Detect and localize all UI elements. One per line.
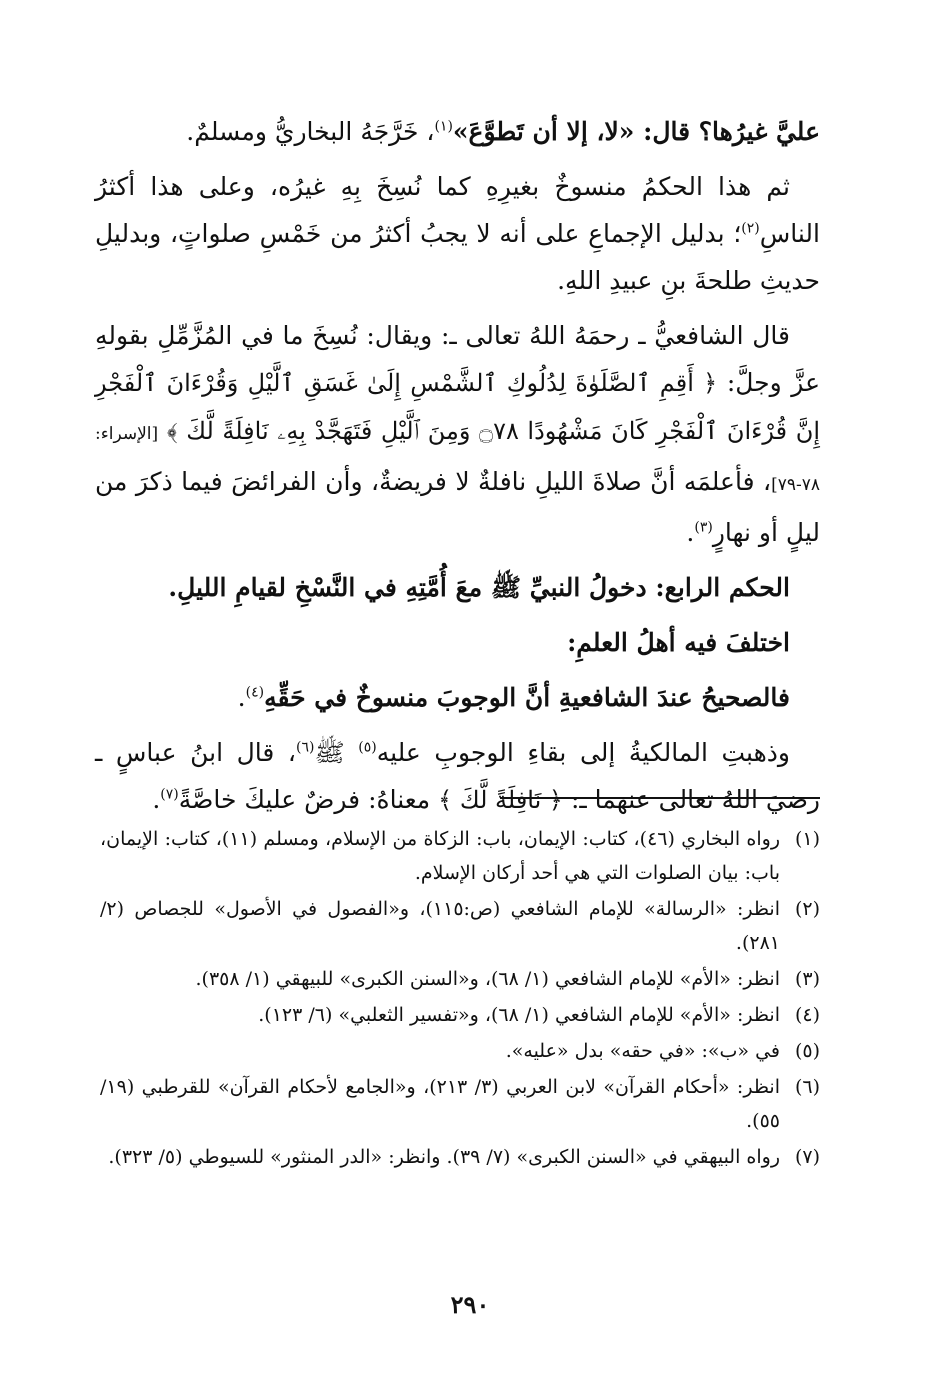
footnote-ref-6: (٦) <box>295 739 315 756</box>
footnote-text: رواه البخاري (٤٦)، كتاب: الإيمان، باب: الزكاة من الإسلام، ومسلم (١١)، كتاب: الإيمان، باب: بيان الصلوات التي هي أحد أركان الإسلام. <box>100 828 780 884</box>
paragraph-3: قال الشافعيُّ ـ رحمَهُ اللهُ تعالى ـ: ويقال: نُسِخَ ما في المُزَّمِّلِ بقولهِ عزَّ وجلَّ: ﴿ أَقِمِ ٱلصَّلَوٰةَ لِدُلُوكِ ٱلشَّمْسِ إِلَىٰ غَسَقِ ٱلَّيْلِ وَقُرْءَانَ ٱلْفَجْرِ إِنَّ قُرْءَانَ ٱلْفَجْرِ كَانَ مَشْهُودًا ۝٧٨ وَمِنَ ٱلَّيْلِ فَتَهَجَّدْ بِهِۦ نَافِلَةً لَّكَ ﴾ [الإسراء: ٧٨-٧٩]، فأعلمَه أنَّ صلاةَ الليلِ نافلةٌ لا فريضةٌ، وأن الفرائضَ فيما ذكرَ من ليلٍ أو نهارٍ$^{(٣)}$. <box>95 321 821 547</box>
paragraph-6: فالصحيحُ عندَ الشافعيةِ أنَّ الوجوبَ منسوخٌ في حَقِّهِ$^{(٤)}$. <box>237 683 790 712</box>
footnote-text: انظر: «الأم» للإمام الشافعي (١/ ٦٨)، و«تفسير الثعلبي» (٦/ ١٢٣). <box>258 1004 780 1026</box>
footnote-item <box>100 822 820 890</box>
footnote-number: (٦) <box>794 1076 820 1098</box>
footnote-item <box>100 1070 820 1138</box>
footnote-text: انظر: «الأم» للإمام الشافعي (١/ ٦٨)، و«السنن الكبرى» للبيهقي (١/ ٣٥٨). <box>195 968 780 990</box>
footnote-ref-7: (٧) <box>160 786 179 803</box>
surah-reference: [الإسراء: ٧٨-٧٩] <box>95 424 820 495</box>
paragraph-2 <box>95 163 820 304</box>
footnote-number: (٣) <box>794 968 820 990</box>
paragraph-7: وذهبتِ المالكيةُ إلى بقاءِ الوجوبِ عليه$^{(٥)}$ ﷺ$^{(٦)}$، قال ابنُ عباسٍ ـ رضيَ اللهُ تعالى عنهما ـ: ﴿ نَافِلَةً لَّكَ ﴾ معناهُ: فرضٌ عليكَ خاصَّةً$^{(٧)}$. <box>95 738 820 814</box>
subheading-dispute: اختلفَ فيه أهلُ العلمِ: <box>567 628 790 657</box>
footnote-ref-3: (٣) <box>694 519 713 536</box>
footnote-text: في «ب»: «في حقه» بدل «عليه». <box>505 1040 780 1062</box>
footnote-item <box>100 1034 820 1068</box>
footnotes <box>100 822 820 1176</box>
footnote-text: انظر: «الرسالة» للإمام الشافعي (ص:١١٥)، و«الفصول في الأصول» للجصاص (٢/ ٢٨١). <box>100 898 780 954</box>
paragraph-3-intro: قال الشافعيُّ ـ رحمَهُ اللهُ تعالى ـ: ويقال: نُسِخَ ما في المُزَّمِّلِ بقولهِ عزَّ وجلَّ: <box>95 321 820 397</box>
main-text <box>95 108 820 832</box>
section-heading: الحكم الرابع: دخولُ النبيِّ ﷺ معَ أُمَّتِهِ في النَّسْخِ لقيامِ الليلِ. <box>168 573 790 602</box>
footnote-number: (٧) <box>794 1146 820 1168</box>
paragraph-7-text: وذهبتِ المالكيةُ إلى بقاءِ الوجوبِ عليه <box>376 738 790 767</box>
salutation: ﷺ <box>314 738 359 767</box>
page-number: ٢٩٠ <box>450 1290 490 1319</box>
paragraph-2-end: ؛ بدليل الإجماعِ على أنه لا يجبُ أكثرُ من خَمْسِ صلواتٍ، وبدليلِ حديثِ طلحةَ بنِ عبيدِ اللهِ. <box>95 219 820 295</box>
paragraph-3-end: ، فأعلمَه أنَّ صلاةَ الليلِ نافلةٌ لا فريضةٌ، وأن الفرائضَ فيما ذكرَ من ليلٍ أو نهارٍ <box>95 467 820 547</box>
footnote-item <box>100 1140 820 1174</box>
footnote-text: رواه البيهقي في «السنن الكبرى» (٧/ ٣٩). وانظر: «الدر المنثور» للسيوطي (٥/ ٣٢٣). <box>108 1146 780 1168</box>
paragraph-1-end: ، خَرَّجَهُ البخاريُّ ومسلمٌ. <box>186 117 435 146</box>
footnote-number: (٢) <box>794 898 820 920</box>
hadith-quote: عليَّ غيرُها؟ قال: «لا، إلا أن تَطوَّعَ» <box>452 117 820 146</box>
footnote-item <box>100 962 820 996</box>
footnote-ref-1: (١) <box>434 118 453 135</box>
paragraph-7-mid: ، قال ابنُ عباسٍ ـ رضيَ اللهُ تعالى عنهما ـ: <box>95 738 820 814</box>
footnote-number: (٤) <box>794 1004 820 1026</box>
quran-verse: ﴿ أَقِمِ ٱلصَّلَوٰةَ لِدُلُوكِ ٱلشَّمْسِ إِلَىٰ غَسَقِ ٱلَّيْلِ وَقُرْءَانَ ٱلْفَجْرِ إِنَّ قُرْءَانَ ٱلْفَجْرِ كَانَ مَشْهُودًا ۝٧٨ وَمِنَ ٱلَّيْلِ فَتَهَجَّدْ بِهِۦ نَافِلَةً لَّكَ ﴾ <box>95 369 821 445</box>
paragraph-1 <box>95 108 820 155</box>
footnote-ref-2: (٢) <box>741 220 760 237</box>
paragraph-7-end: معناهُ: فرضٌ عليكَ خاصَّةً <box>178 785 439 814</box>
footnote-ref-5: (٥) <box>358 739 377 756</box>
paragraph-2-text: ثم هذا الحكمُ منسوخٌ بغيرِهِ كما نُسِخَ بِهِ غيرُه، وعلى هذا أكثرُ الناسِ <box>95 172 820 248</box>
footnote-item <box>100 998 820 1032</box>
footnote-divider <box>500 797 820 799</box>
footnote-ref-4: (٤) <box>245 684 265 701</box>
footnote-text: انظر: «أحكام القرآن» لابن العربي (٣/ ٢١٣)، و«الجامع لأحكام القرآن» للقرطبي (١٩/ ٥٥). <box>100 1076 780 1132</box>
footnote-number: (١) <box>794 828 820 850</box>
paragraph-6-text: فالصحيحُ عندَ الشافعيةِ أنَّ الوجوبَ منسوخٌ في حَقِّهِ <box>264 683 790 712</box>
quran-phrase: ﴿ نَافِلَةً لَّكَ ﴾ <box>438 786 563 814</box>
footnote-number: (٥) <box>794 1040 820 1062</box>
footnote-item <box>100 892 820 960</box>
